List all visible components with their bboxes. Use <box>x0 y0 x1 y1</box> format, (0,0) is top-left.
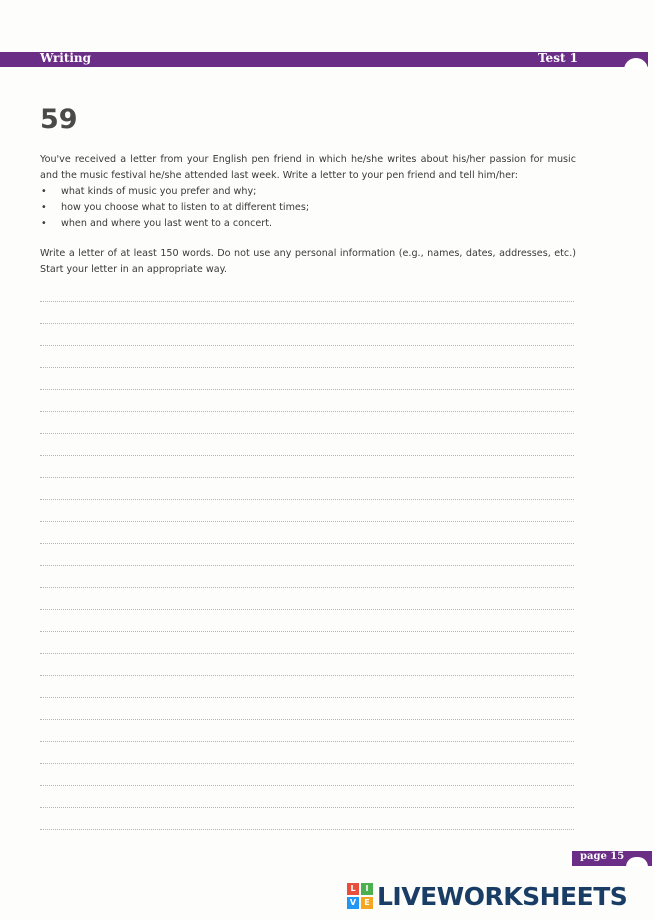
task-number: 59 <box>40 104 78 135</box>
answer-line[interactable] <box>40 829 574 830</box>
header-bar <box>0 52 648 67</box>
answer-line[interactable] <box>40 807 574 808</box>
answer-line[interactable] <box>40 587 574 588</box>
answer-line[interactable] <box>40 785 574 786</box>
answer-line[interactable] <box>40 301 574 302</box>
answer-line[interactable] <box>40 411 574 412</box>
answer-line[interactable] <box>40 543 574 544</box>
liveworksheets-wordmark: LIVEWORKSHEETS <box>377 881 628 911</box>
answer-line[interactable] <box>40 323 574 324</box>
page-number: page 15 <box>580 851 625 862</box>
answer-line[interactable] <box>40 499 574 500</box>
answer-line[interactable] <box>40 741 574 742</box>
answer-line[interactable] <box>40 719 574 720</box>
task-prompt: You've received a letter from your English pen friend in which he/she writes about his/her passion for music and the music festival he/she attended last week. Write a letter to your pen friend and tell him/her: <box>40 154 576 181</box>
answer-line[interactable] <box>40 697 574 698</box>
logo-square-v: V <box>347 897 359 909</box>
liveworksheets-logo-icon <box>347 883 373 909</box>
answer-line[interactable] <box>40 477 574 478</box>
page-number-tab <box>572 851 652 866</box>
logo-square-e: E <box>361 897 373 909</box>
answer-line[interactable] <box>40 345 574 346</box>
liveworksheets-logo <box>347 880 627 912</box>
test-label: Test 1 <box>538 51 579 65</box>
answer-line[interactable] <box>40 609 574 610</box>
answer-line[interactable] <box>40 433 574 434</box>
task-bullet: • how you choose what to listen to at different times; <box>40 200 576 216</box>
page-tab-notch <box>626 857 648 867</box>
answer-line[interactable] <box>40 631 574 632</box>
answer-line[interactable] <box>40 455 574 456</box>
task-instruction: Write a letter of at least 150 words. Do not use any personal information (e.g., names, dates, addresses, etc.) Start your letter in an appropriate way. <box>40 248 576 275</box>
section-title: Writing <box>40 51 92 65</box>
task-bullet: • what kinds of music you prefer and why; <box>40 184 576 200</box>
answer-line[interactable] <box>40 521 574 522</box>
answer-line[interactable] <box>40 653 574 654</box>
answer-line[interactable] <box>40 367 574 368</box>
answer-writing-area[interactable] <box>40 301 574 851</box>
logo-square-l: L <box>347 883 359 895</box>
answer-line[interactable] <box>40 565 574 566</box>
logo-square-i: I <box>361 883 373 895</box>
task-bullet: • when and where you last went to a concert. <box>40 216 576 232</box>
answer-line[interactable] <box>40 389 574 390</box>
answer-line[interactable] <box>40 763 574 764</box>
task-bullet-list <box>40 184 576 232</box>
answer-line[interactable] <box>40 675 574 676</box>
